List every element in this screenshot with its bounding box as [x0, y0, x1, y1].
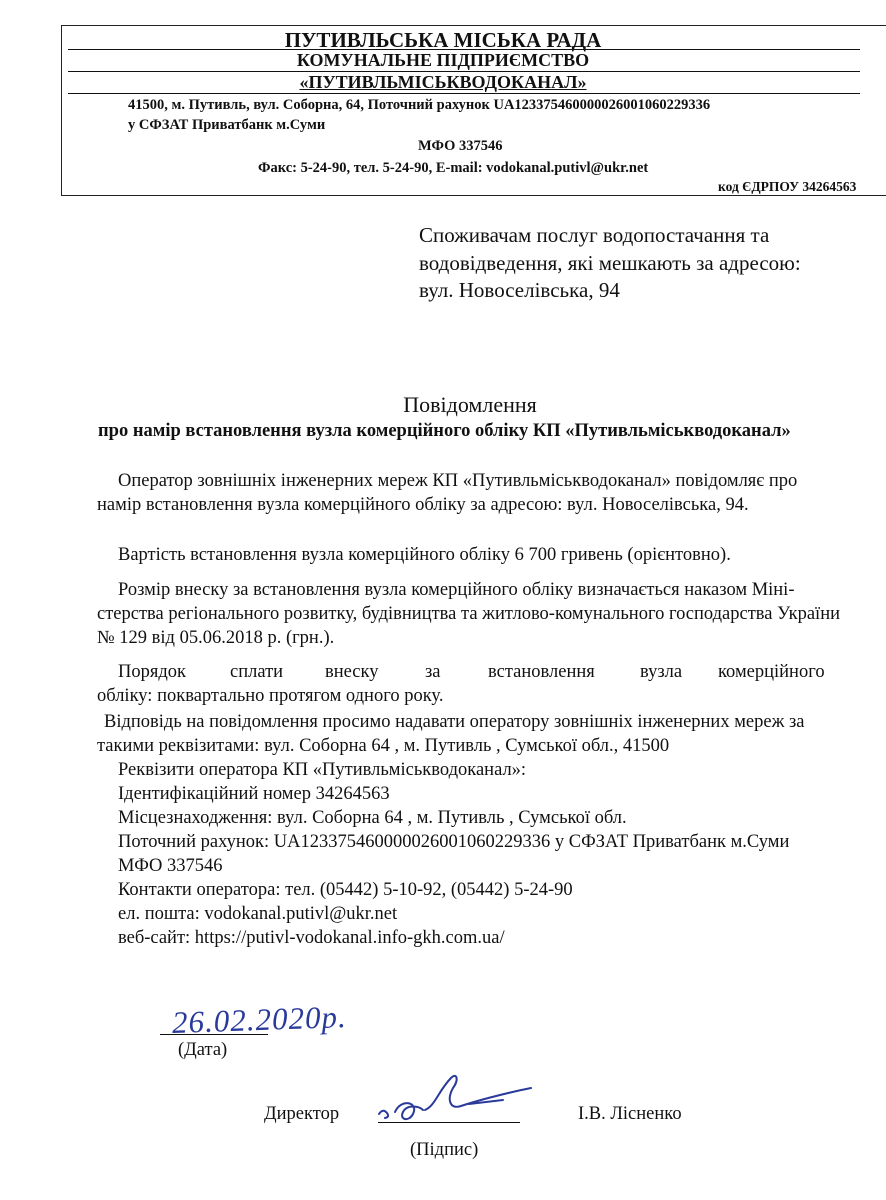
paragraph-4-word: за: [425, 662, 441, 682]
paragraph-5-line-2: такими реквізитами: вул. Соборна 64 , м. Путивль , Сумської обл., 41500: [97, 736, 670, 756]
director-name: І.В. Лісненко: [578, 1104, 682, 1124]
addressee-line2: водовідведення, які мешкають за адресою:: [419, 251, 801, 275]
requisites-mfo: МФО 337546: [118, 856, 223, 876]
director-signature: [365, 1062, 585, 1132]
paragraph-3-line-1: Розмір внеску за встановлення вузла комерційного обліку визначається наказом Міні-: [118, 580, 795, 600]
requisites-contacts: Контакти оператора: тел. (05442) 5-10-92, (05442) 5-24-90: [118, 880, 573, 900]
enterprise-name: «ПУТИВЛЬМІСЬКВОДОКАНАЛ»: [299, 72, 587, 92]
addressee-line1: Споживачам послуг водопостачання та: [419, 223, 770, 247]
paragraph-4-word: комерційного: [718, 662, 825, 682]
date-label: (Дата): [178, 1040, 228, 1060]
paragraph-1-line-1: Оператор зовнішніх інженерних мереж КП «Путивльміськводоканал» повідомляє про: [118, 471, 798, 491]
letterhead-edrpou: код ЄДРПОУ 34264563: [718, 179, 857, 194]
paragraph-4-line-2: обліку: поквартально протягом одного року.: [97, 686, 444, 706]
paragraph-4-word: вузла: [640, 662, 683, 682]
paragraph-4-word: внеску: [325, 662, 379, 682]
requisites-location: Місцезнаходження: вул. Соборна 64 , м. Путивль , Сумської обл.: [118, 808, 627, 828]
paragraph-4-word: встановлення: [488, 662, 595, 682]
paragraph-4-word: сплати: [230, 662, 284, 682]
paragraph-4-word: Порядок: [118, 662, 187, 682]
addressee-line3: вул. Новоселівська, 94: [419, 278, 620, 302]
paragraph-3-line-2: стерства регіонального розвитку, будівництва та житлово-комунального господарства України: [97, 604, 840, 624]
signature-label: (Підпис): [410, 1140, 479, 1160]
requisites-id-number: Ідентифікаційний номер 34264563: [118, 784, 390, 804]
letterhead-address: 41500, м. Путивль, вул. Соборна, 64, Поточний рахунок UA123375460000026001060229336: [128, 97, 711, 113]
letterhead-mfo: МФО 337546: [418, 138, 503, 154]
paragraph-5-line-1: Відповідь на повідомлення просимо надавати оператору зовнішніх інженерних мереж за: [104, 712, 805, 732]
letterhead-contacts: Факс: 5-24-90, тел. 5-24-90, E-mail: vodokanal.putivl@ukr.net: [258, 160, 649, 176]
director-label: Директор: [264, 1104, 340, 1124]
notice-heading: Повідомлення: [403, 392, 537, 417]
letterhead-bank: у СФЗАТ Приватбанк м.Суми: [128, 117, 326, 133]
notice-subheading: про намір встановлення вузла комерційного обліку КП «Путивльміськводоканал»: [98, 421, 791, 441]
council-name: ПУТИВЛЬСЬКА МІСЬКА РАДА: [284, 28, 602, 52]
requisites-heading: Реквізити оператора КП «Путивльміськводоканал»:: [118, 760, 527, 780]
paragraph-2: Вартість встановлення вузла комерційного обліку 6 700 гривень (орієнтовно).: [118, 545, 731, 565]
requisites-email: ел. пошта: vodokanal.putivl@ukr.net: [118, 904, 398, 924]
requisites-website: веб-сайт: https://putivl-vodokanal.info-gkh.com.ua/: [118, 928, 505, 948]
paragraph-1-line-2: намір встановлення вузла комерційного обліку за адресою: вул. Новоселівська, 94.: [97, 495, 749, 515]
letterhead-rule: [68, 93, 860, 94]
enterprise-type: КОМУНАЛЬНЕ ПІДПРИЄМСТВО: [296, 50, 590, 70]
requisites-account: Поточний рахунок: UA123375460000026001060229336 у СФЗАТ Приватбанк м.Суми: [118, 832, 790, 852]
paragraph-3-line-3: № 129 від 05.06.2018 р. (грн.).: [97, 628, 335, 648]
handwritten-date: 26.02.2020р.: [171, 998, 348, 1041]
date-line: [160, 1034, 268, 1035]
